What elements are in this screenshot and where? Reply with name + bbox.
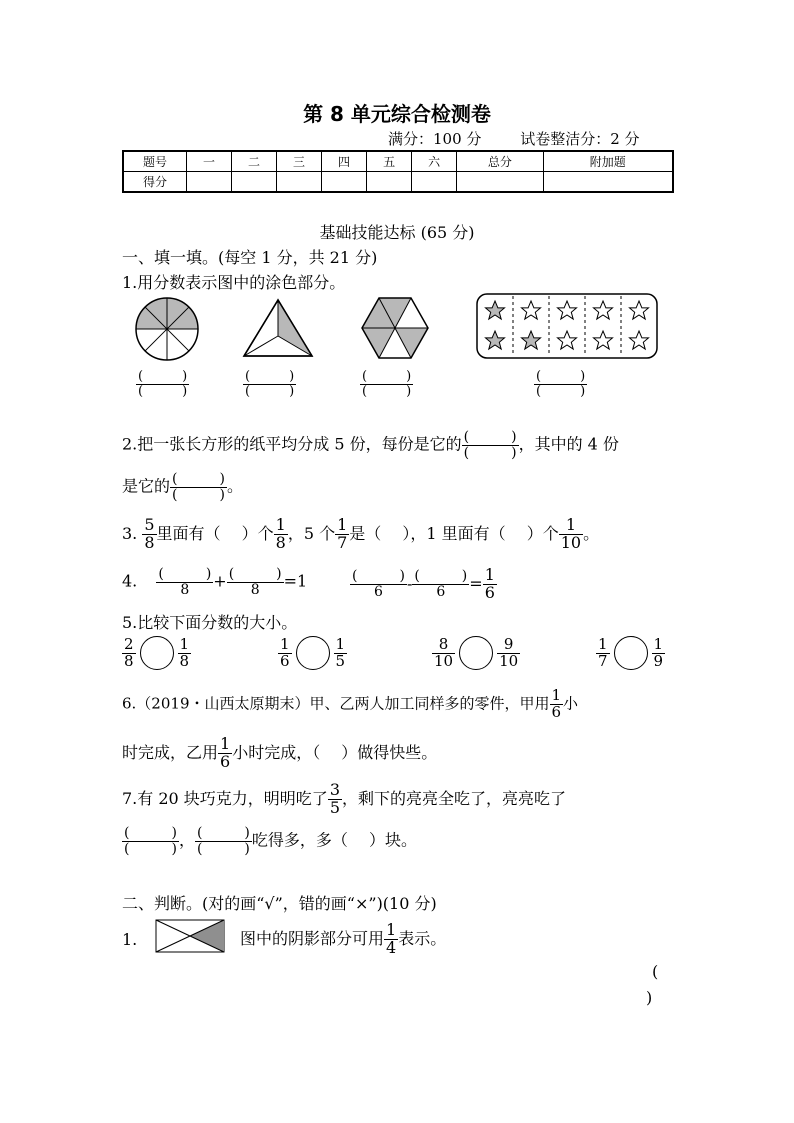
- compare-4: $\frac{1}{7}$ $\frac{1}{9}$: [598, 634, 664, 670]
- q4-answer-3[interactable]: ( ) 6: [352, 568, 405, 600]
- q1-answer-1[interactable]: ( ) ( ): [138, 369, 188, 399]
- compare-1: $\frac{2}{8}$ $\frac{1}{8}$: [124, 634, 190, 670]
- q4-line-2: ( ) 6 - ( ) 6 = $\frac{1}{6}$: [352, 565, 495, 602]
- fraction: $\frac{3}{5}$: [329, 780, 340, 817]
- hexagon-figure: [357, 293, 433, 363]
- q2-line2: 是它的 ( ) ( ) 。: [122, 471, 243, 503]
- star-box-figure: [475, 292, 659, 360]
- part2-heading: 二、判断。(对的画“√”，错的画“×”)(10 分): [122, 894, 437, 913]
- score-table-score-row: [123, 172, 673, 193]
- q2-answer-1[interactable]: ( ) ( ): [463, 429, 517, 461]
- fraction: $\frac{1}{10}$: [560, 515, 582, 552]
- q2-answer-2[interactable]: ( ) ( ): [172, 471, 225, 503]
- q1-answer-2[interactable]: ( ) ( ): [245, 369, 295, 399]
- score-header: 题号: [123, 151, 187, 172]
- answer-paren-open[interactable]: (: [652, 962, 659, 981]
- q7-answer-2[interactable]: ( ) ( ): [196, 825, 250, 857]
- score-cell[interactable]: [232, 172, 277, 193]
- p2-q1-prefix: 1.: [122, 930, 138, 949]
- q1-text: 1.用分数表示图中的涂色部分。: [122, 273, 346, 292]
- q1-answer-3[interactable]: ( ) ( ): [362, 369, 412, 399]
- score-info: [388, 128, 640, 149]
- score-header: 四: [322, 151, 367, 172]
- compare-circle[interactable]: [459, 636, 493, 670]
- fraction: $\frac{1}{6}$: [551, 686, 562, 721]
- score-header: 一: [187, 151, 232, 172]
- page-title: 第 8 单元综合检测卷: [303, 102, 491, 126]
- compare-circle[interactable]: [296, 636, 330, 670]
- score-cell[interactable]: [367, 172, 412, 193]
- full-score: 满分：100 分: [388, 130, 482, 148]
- score-cell[interactable]: [322, 172, 367, 193]
- score-cell[interactable]: [543, 172, 673, 193]
- q4-line: 4. ( ) 8 + ( ) 8 =1: [122, 566, 308, 598]
- q6-line1: 6.（2019・山西太原期末）甲、乙两人加工同样多的零件，甲用 $\frac{1}{6}$ 小: [122, 686, 579, 721]
- fraction: $\frac{1}{4}$: [386, 920, 397, 957]
- fraction: $\frac{5}{8}$: [144, 515, 155, 552]
- compare-2: $\frac{1}{6}$ $\frac{1}{5}$: [280, 634, 346, 670]
- score-header: 六: [412, 151, 457, 172]
- score-header: 附加题: [543, 151, 673, 172]
- score-header: 总分: [457, 151, 544, 172]
- q4-answer-4[interactable]: ( ) 6: [414, 568, 468, 600]
- score-cell[interactable]: [277, 172, 322, 193]
- q1-answer-4[interactable]: ( ) ( ): [536, 369, 586, 399]
- fraction: $\frac{1}{6}$: [484, 565, 495, 602]
- q5-text: 5.比较下面分数的大小。: [122, 613, 298, 632]
- q4-answer-1[interactable]: ( ) 8: [158, 566, 212, 598]
- neat-score: 试卷整洁分：2 分: [520, 130, 640, 148]
- score-cell[interactable]: [457, 172, 544, 193]
- compare-3: $\frac{8}{10}$ $\frac{9}{10}$: [434, 634, 519, 670]
- score-header: 三: [277, 151, 322, 172]
- fraction: $\frac{1}{8}$: [275, 515, 286, 552]
- p2-q1-text: 图中的阴影部分可用 $\frac{1}{4}$ 表示。: [240, 920, 447, 957]
- shaded-triangle-figure: [154, 917, 228, 955]
- score-header: 二: [232, 151, 277, 172]
- q7-line2: ( ) ( ) ， ( ) ( ) 吃得多，多（ ）块。: [124, 825, 417, 857]
- score-cell[interactable]: [187, 172, 232, 193]
- circle-figure: [134, 296, 204, 366]
- score-table-header-row: [123, 151, 673, 172]
- score-table: [122, 150, 674, 193]
- compare-circle[interactable]: [140, 636, 174, 670]
- fraction: $\frac{1}{7}$: [337, 515, 348, 552]
- score-cell[interactable]: [412, 172, 457, 193]
- section-basic: 基础技能达标 (65 分): [319, 223, 475, 242]
- triangle-figure: [240, 296, 316, 362]
- q3-line: 3. $\frac{5}{8}$ 里面有（ ）个 $\frac{1}{8}$ ，5 个 $\frac{1}{7}$ 是（ ），1 里面有（ ）个 $\frac{1}{10}$ 。: [122, 515, 600, 552]
- part1-heading: 一、填一填。(每空 1 分，共 21 分): [122, 248, 378, 267]
- answer-paren-close[interactable]: ): [646, 988, 653, 1007]
- score-header: 五: [367, 151, 412, 172]
- score-row-label: 得分: [123, 172, 187, 193]
- q4-answer-2[interactable]: ( ) 8: [228, 566, 282, 598]
- fraction: $\frac{1}{6}$: [220, 734, 231, 771]
- q2-line1: 2.把一张长方形的纸平均分成 5 份，每份是它的 ( ) ( ) ，其中的 4 份: [122, 429, 619, 461]
- q6-line2: 时完成，乙用 $\frac{1}{6}$ 小时完成，（ ）做得快些。: [122, 734, 438, 771]
- compare-circle[interactable]: [614, 636, 648, 670]
- q7-answer-1[interactable]: ( ) ( ): [124, 825, 177, 857]
- q7-line1: 7.有 20 块巧克力，明明吃了 $\frac{3}{5}$ ，剩下的亮亮全吃了，亮亮吃了: [122, 780, 567, 817]
